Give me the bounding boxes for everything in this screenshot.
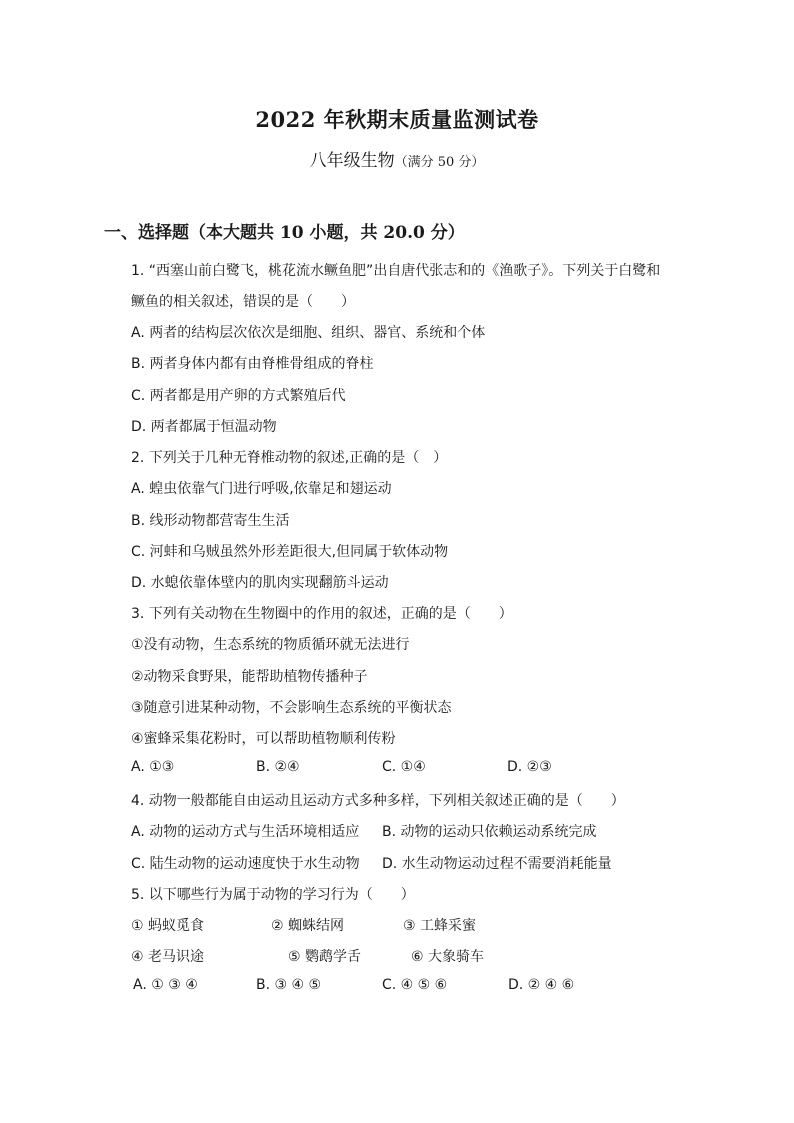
q3-statement-4: ④蜜蜂采集花粉时，可以帮助植物顺利传粉 — [131, 731, 396, 747]
q5-item-6: ⑥ 大象骑车 — [411, 949, 485, 965]
q3-option-a: A. ①③ — [131, 759, 175, 775]
q4-option-c: C. 陆生动物的运动速度快于水生动物 — [131, 856, 360, 872]
q2-option-b: B. 线形动物都营寄生生活 — [131, 513, 290, 529]
q3-statement-1: ①没有动物，生态系统的物质循环就无法进行 — [131, 637, 410, 653]
q4-stem: 4. 动物一般都能自由运动且运动方式多种多样，下列相关叙述正确的是（ ） — [131, 793, 625, 809]
q5-item-4: ④ 老马识途 — [131, 949, 205, 965]
q1-option-a: A. 两者的结构层次依次是细胞、组织、器官、系统和个体 — [131, 325, 486, 341]
section-heading: 一、选择题（本大题共 10 小题，共 20.0 分） — [104, 223, 465, 243]
q4-option-d: D. 水生动物运动过程不需要消耗能量 — [382, 856, 612, 872]
q3-statement-3: ③随意引进某种动物，不会影响生态系统的平衡状态 — [131, 700, 452, 716]
q3-statement-2: ②动物采食野果，能帮助植物传播种子 — [131, 669, 368, 685]
q4-option-a: A. 动物的运动方式与生活环境相适应 — [131, 824, 360, 840]
subject-label: 八年级生物 — [309, 151, 395, 171]
q5-option-d: D. ② ④ ⑥ — [508, 977, 575, 993]
q1-option-b: B. 两者身体内都有由脊椎骨组成的脊柱 — [131, 356, 374, 372]
q4-option-b: B. 动物的运动只依赖运动系统完成 — [382, 824, 597, 840]
q1-option-c: C. 两者都是用产卵的方式繁殖后代 — [131, 388, 346, 404]
exam-title: 2022 年秋期末质量监测试卷 — [255, 107, 539, 132]
q3-option-c: C. ①④ — [382, 759, 426, 775]
q5-stem: 5. 以下哪些行为属于动物的学习行为（ ） — [131, 887, 415, 903]
q2-stem: 2. 下列关于几种无脊椎动物的叙述,正确的是（ ） — [131, 450, 448, 466]
q1-stem-line2: 鳜鱼的相关叙述，错误的是（ ） — [131, 294, 355, 310]
q3-option-d: D. ②③ — [507, 759, 552, 775]
q2-option-d: D. 水螅依靠体壁内的肌肉实现翻筋斗运动 — [131, 575, 389, 591]
q5-item-5: ⑤ 鹦鹉学舌 — [288, 949, 362, 965]
q2-option-c: C. 河蚌和乌贼虽然外形差距很大,但同属于软体动物 — [131, 544, 449, 560]
q1-option-d: D. 两者都属于恒温动物 — [131, 419, 277, 435]
score-note: （满分 50 分） — [394, 155, 485, 170]
q5-item-2: ② 蜘蛛结网 — [271, 918, 345, 934]
q1-stem-line1: 1. “西塞山前白鹭飞，桃花流水鳜鱼肥”出自唐代张志和的《渔歌子》。下列关于白鹭和 — [131, 263, 661, 279]
q5-option-c: C. ④ ⑤ ⑥ — [382, 977, 448, 993]
q3-stem: 3. 下列有关动物在生物圈中的作用的叙述，正确的是（ ） — [131, 606, 513, 622]
q5-option-b: B. ③ ④ ⑤ — [256, 977, 322, 993]
q3-option-b: B. ②④ — [256, 759, 300, 775]
q2-option-a: A. 蝗虫依靠气门进行呼吸,依靠足和翅运动 — [131, 481, 392, 497]
q5-item-1: ① 蚂蚁觅食 — [131, 918, 205, 934]
q5-option-a: A. ① ③ ④ — [133, 977, 198, 993]
exam-subtitle — [0, 146, 794, 171]
q5-item-3: ③ 工蜂采蜜 — [403, 918, 477, 934]
